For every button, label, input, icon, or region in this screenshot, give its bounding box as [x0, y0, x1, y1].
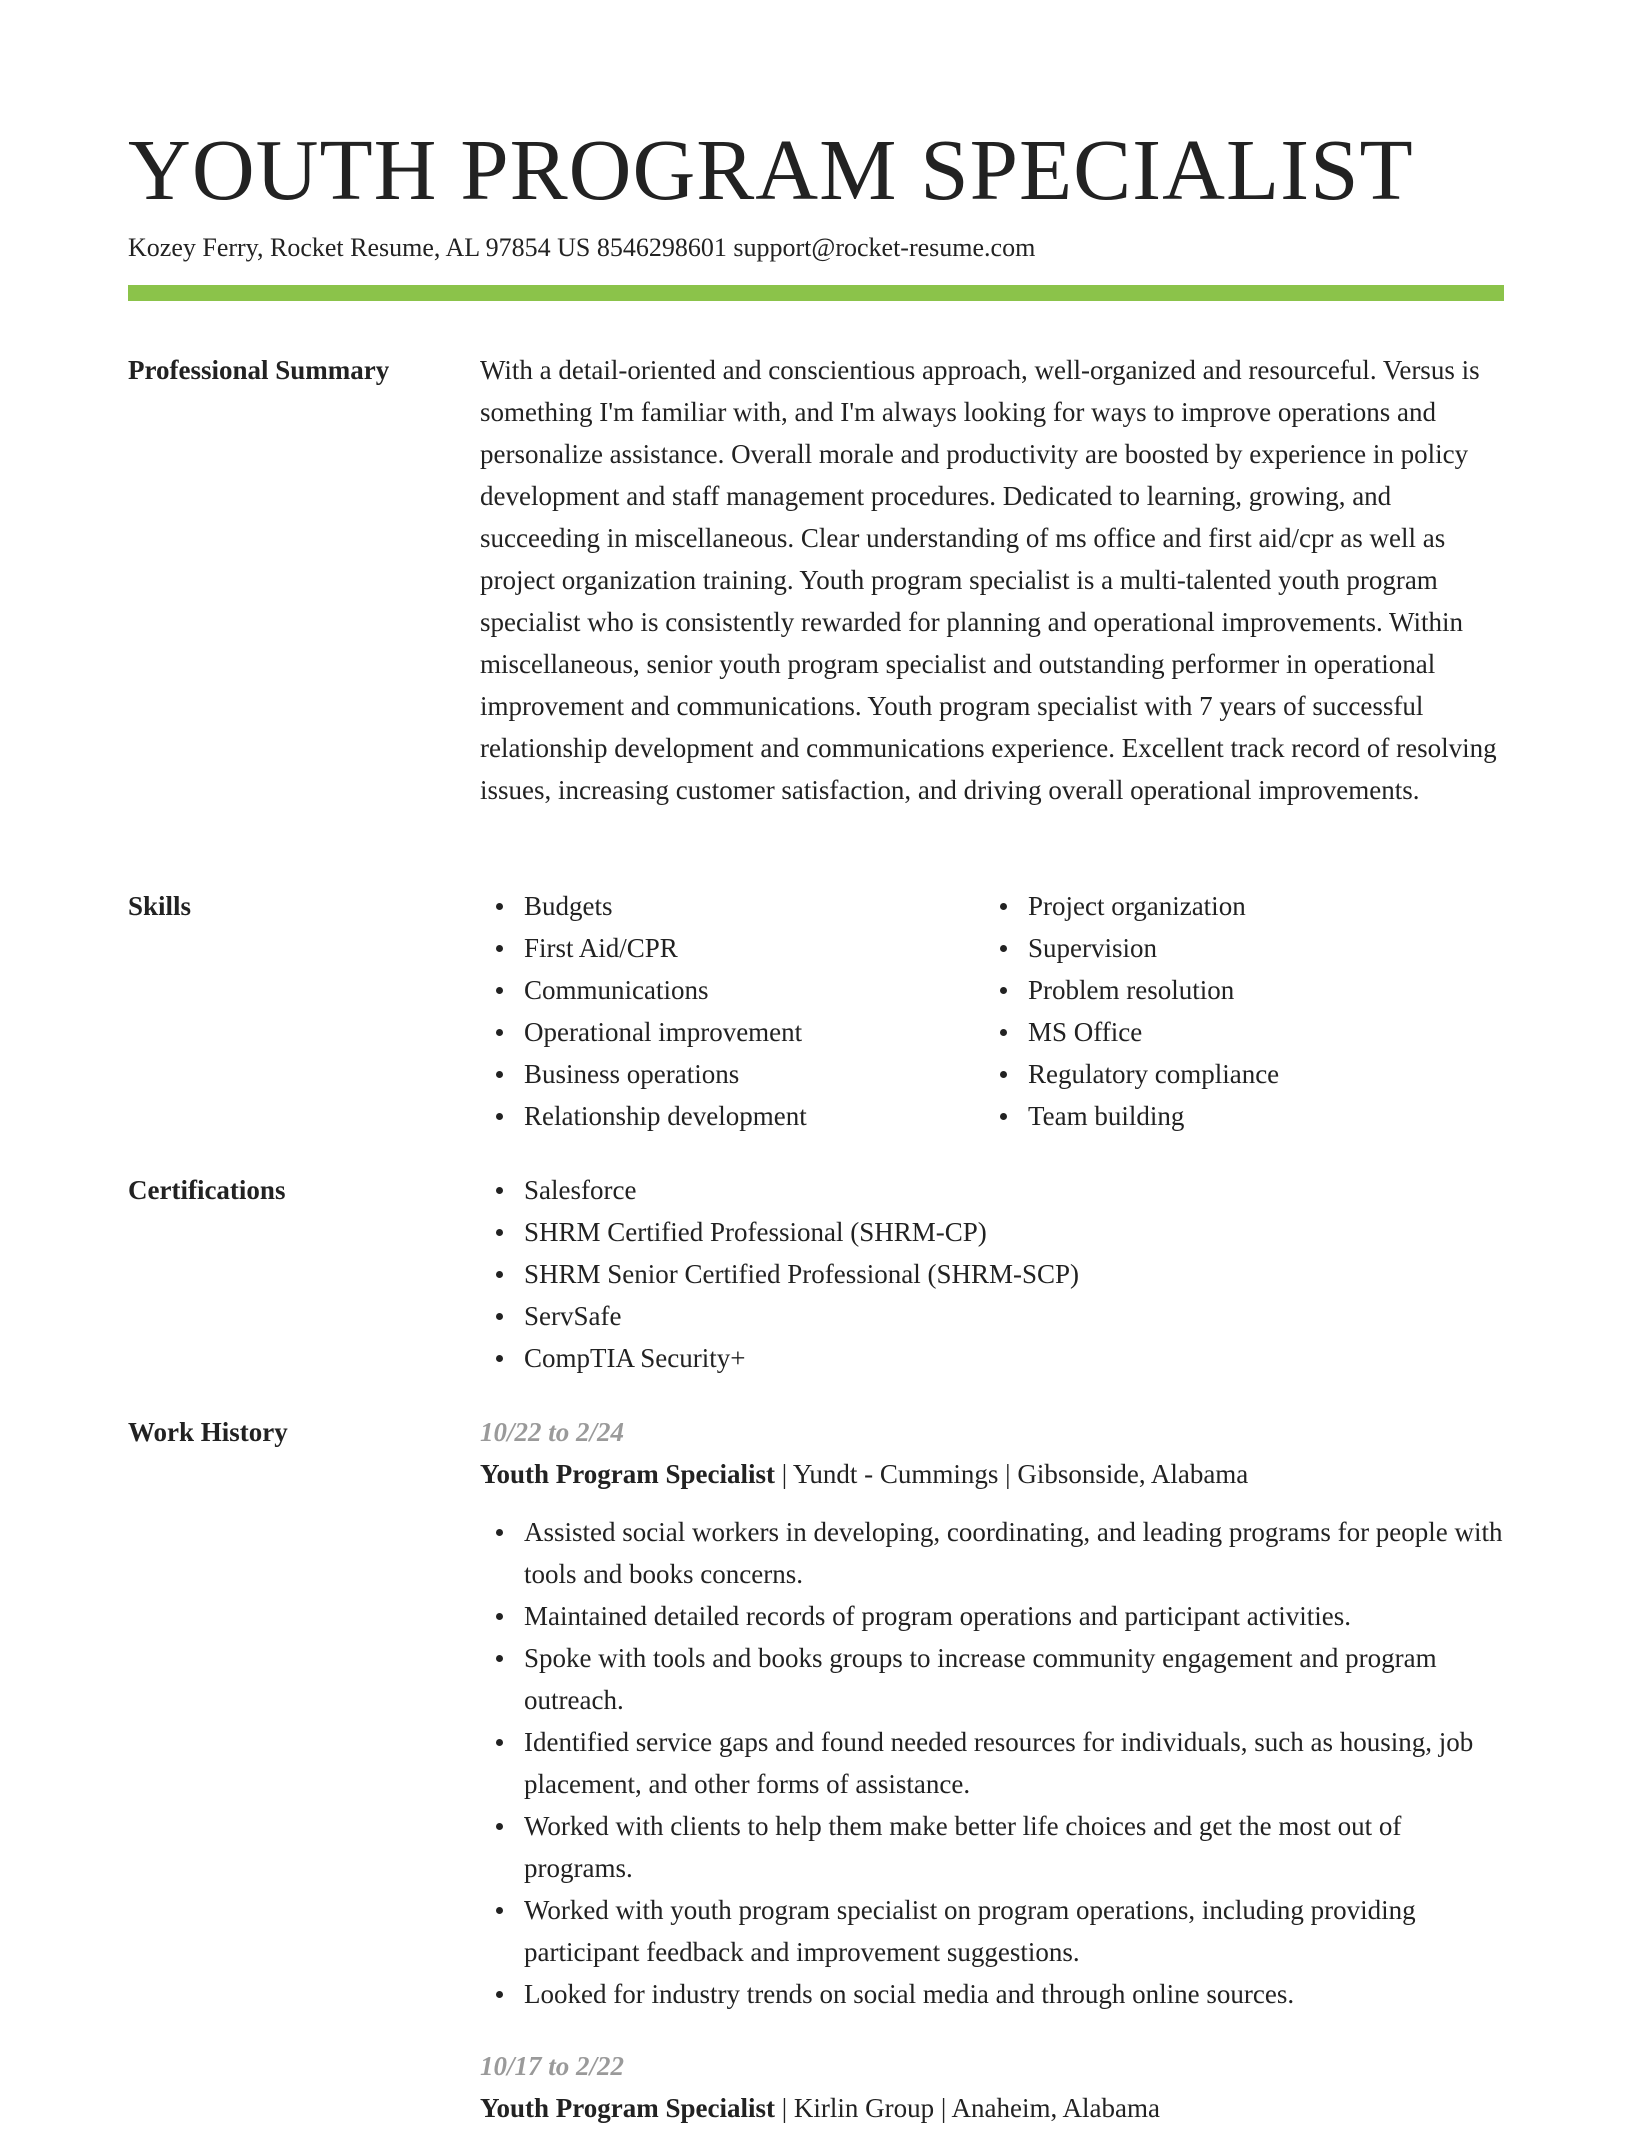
- job-entry: [480, 2045, 1504, 2129]
- certification-item: CompTIA Security+: [480, 1337, 1504, 1379]
- job-title: Youth Program Specialist: [480, 1459, 775, 1489]
- work-history-heading: Work History: [128, 1417, 288, 1447]
- job-entry: [480, 1411, 1504, 2015]
- accent-divider: [128, 285, 1504, 301]
- certification-item: SHRM Senior Certified Professional (SHRM-SCP): [480, 1253, 1504, 1295]
- job-bullets: [480, 1511, 1504, 2015]
- skills-list-left: [480, 885, 980, 1137]
- skill-item: Regulatory compliance: [984, 1053, 1484, 1095]
- job-dates: 10/22 to 2/24: [480, 1417, 625, 1447]
- skill-item: Team building: [984, 1095, 1484, 1137]
- job-dates: 10/17 to 2/22: [480, 2051, 625, 2081]
- job-heading: [480, 1453, 1504, 1495]
- job-bullet: Spoke with tools and books groups to increase community engagement and program outreach.: [480, 1637, 1504, 1721]
- skill-item: Problem resolution: [984, 969, 1484, 1011]
- resume-title: YOUTH PROGRAM SPECIALIST: [128, 121, 1414, 218]
- job-bullet: Assisted social workers in developing, coordinating, and leading programs for people with tools and books concerns.: [480, 1511, 1504, 1595]
- skill-item: Operational improvement: [480, 1011, 980, 1053]
- skill-item: Communications: [480, 969, 980, 1011]
- job-details: | Kirlin Group | Anaheim, Alabama: [775, 2093, 1160, 2123]
- certification-item: ServSafe: [480, 1295, 1504, 1337]
- job-bullet: Identified service gaps and found needed resources for individuals, such as housing, job placement, and other forms of assistance.: [480, 1721, 1504, 1805]
- job-title: Youth Program Specialist: [480, 2093, 775, 2123]
- job-bullet: Worked with clients to help them make better life choices and get the most out of programs.: [480, 1805, 1504, 1889]
- skill-item: First Aid/CPR: [480, 927, 980, 969]
- skill-item: Budgets: [480, 885, 980, 927]
- skill-item: Business operations: [480, 1053, 980, 1095]
- skills-heading: Skills: [128, 891, 192, 921]
- job-heading: [480, 2087, 1504, 2129]
- summary-text: With a detail-oriented and conscientious approach, well-organized and resourceful. Versus is something I'm familiar with, and I'm always looking for ways to improve operations and personalize assistance. Overall morale and productivity are boosted by experience in policy development and staff management procedures. Dedicated to learning, growing, and succeeding in miscellaneous. Clear understanding of ms office and first aid/cpr as well as project organization training. Youth program specialist is a multi-talented youth program specialist who is consistently rewarded for planning and operational improvements. Within miscellaneous, senior youth program specialist and outstanding performer in operational improvement and communications. Youth program specialist with 7 years of successful relationship development and communications experience. Excellent track record of resolving issues, increasing customer satisfaction, and driving overall operational improvements.: [480, 355, 1497, 805]
- job-bullet: Worked with youth program specialist on program operations, including providing participant feedback and improvement suggestions.: [480, 1889, 1504, 1973]
- job-bullet: Looked for industry trends on social media and through online sources.: [480, 1973, 1504, 2015]
- job-bullet: Maintained detailed records of program operations and participant activities.: [480, 1595, 1504, 1637]
- skill-item: MS Office: [984, 1011, 1484, 1053]
- skill-item: Relationship development: [480, 1095, 980, 1137]
- skills-list-right: [984, 885, 1484, 1137]
- certifications-list: [480, 1169, 1504, 1379]
- certification-item: SHRM Certified Professional (SHRM-CP): [480, 1211, 1504, 1253]
- certifications-heading: Certifications: [128, 1175, 286, 1205]
- contact-line: Kozey Ferry, Rocket Resume, AL 97854 US 8546298601 support@rocket-resume.com: [128, 233, 1036, 262]
- skill-item: Project organization: [984, 885, 1484, 927]
- certification-item: Salesforce: [480, 1169, 1504, 1211]
- summary-heading: Professional Summary: [128, 355, 390, 385]
- job-details: | Yundt - Cummings | Gibsonside, Alabama: [775, 1459, 1249, 1489]
- skill-item: Supervision: [984, 927, 1484, 969]
